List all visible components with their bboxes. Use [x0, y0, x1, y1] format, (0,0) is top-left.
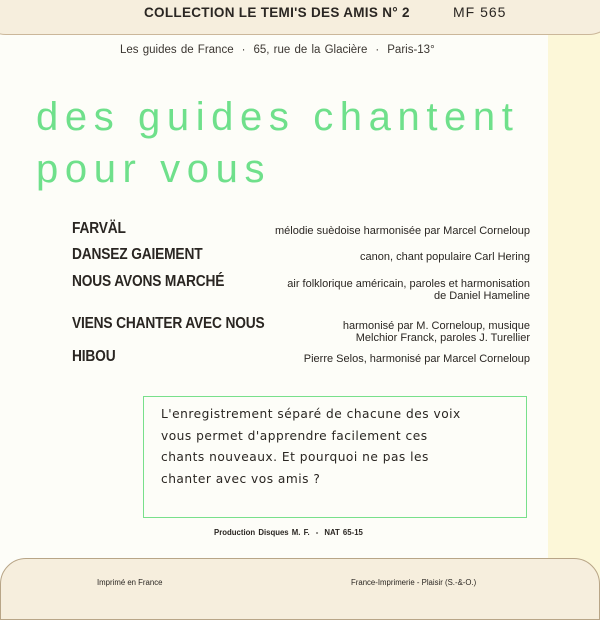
track-title: FARVÄL — [72, 220, 126, 237]
track-credit: Pierre Selos, harmonisé par Marcel Corneloup — [303, 353, 530, 365]
production-credit — [214, 528, 363, 537]
info-text: L'enregistrement séparé de chacune des voix vous permet d'apprendre facilement ces chants nouveaux. Et pourquoi ne pas les chanter avec vos amis ? — [161, 407, 461, 486]
separator: · — [241, 44, 246, 56]
separator: · — [375, 44, 380, 56]
production-code: NAT 65-15 — [324, 528, 363, 537]
info-box — [143, 396, 527, 518]
production-label: Production Disques M. F. — [214, 528, 310, 537]
footer-band — [0, 558, 600, 620]
catalog-number: MF 565 — [453, 4, 507, 20]
separator: - — [315, 528, 319, 537]
sleeve-edge-strip — [548, 0, 600, 592]
publisher-address — [120, 44, 435, 56]
track-credit: harmonisé par M. Corneloup, musique Melchior Franck, paroles J. Turellier — [342, 320, 530, 344]
track-credit: air folklorique américain, paroles et harmonisation de Daniel Hameline — [287, 278, 530, 302]
printer-name: France-Imprimerie - Plaisir (S.-&-O.) — [351, 578, 477, 587]
track-title: DANSEZ GAIEMENT — [72, 246, 203, 263]
track-credit: mélodie suèdoise harmonisée par Marcel Corneloup — [275, 225, 530, 237]
track-title: VIENS CHANTER AVEC NOUS — [72, 315, 265, 332]
printed-in: Imprimé en France — [97, 578, 163, 587]
collection-name: COLLECTION LE TEMI'S DES AMIS N° 2 — [144, 5, 410, 20]
publisher-name: Les guides de France — [120, 44, 234, 56]
album-title-line-1: des guides chantent — [36, 95, 520, 139]
publisher-street: 65, rue de la Glacière — [253, 44, 368, 56]
track-title: HIBOU — [72, 348, 116, 365]
track-credit: canon, chant populaire Carl Hering — [360, 251, 530, 263]
publisher-city: Paris-13° — [387, 44, 435, 56]
track-title: NOUS AVONS MARCHÉ — [72, 273, 225, 290]
album-title-line-2: pour vous — [36, 147, 272, 191]
